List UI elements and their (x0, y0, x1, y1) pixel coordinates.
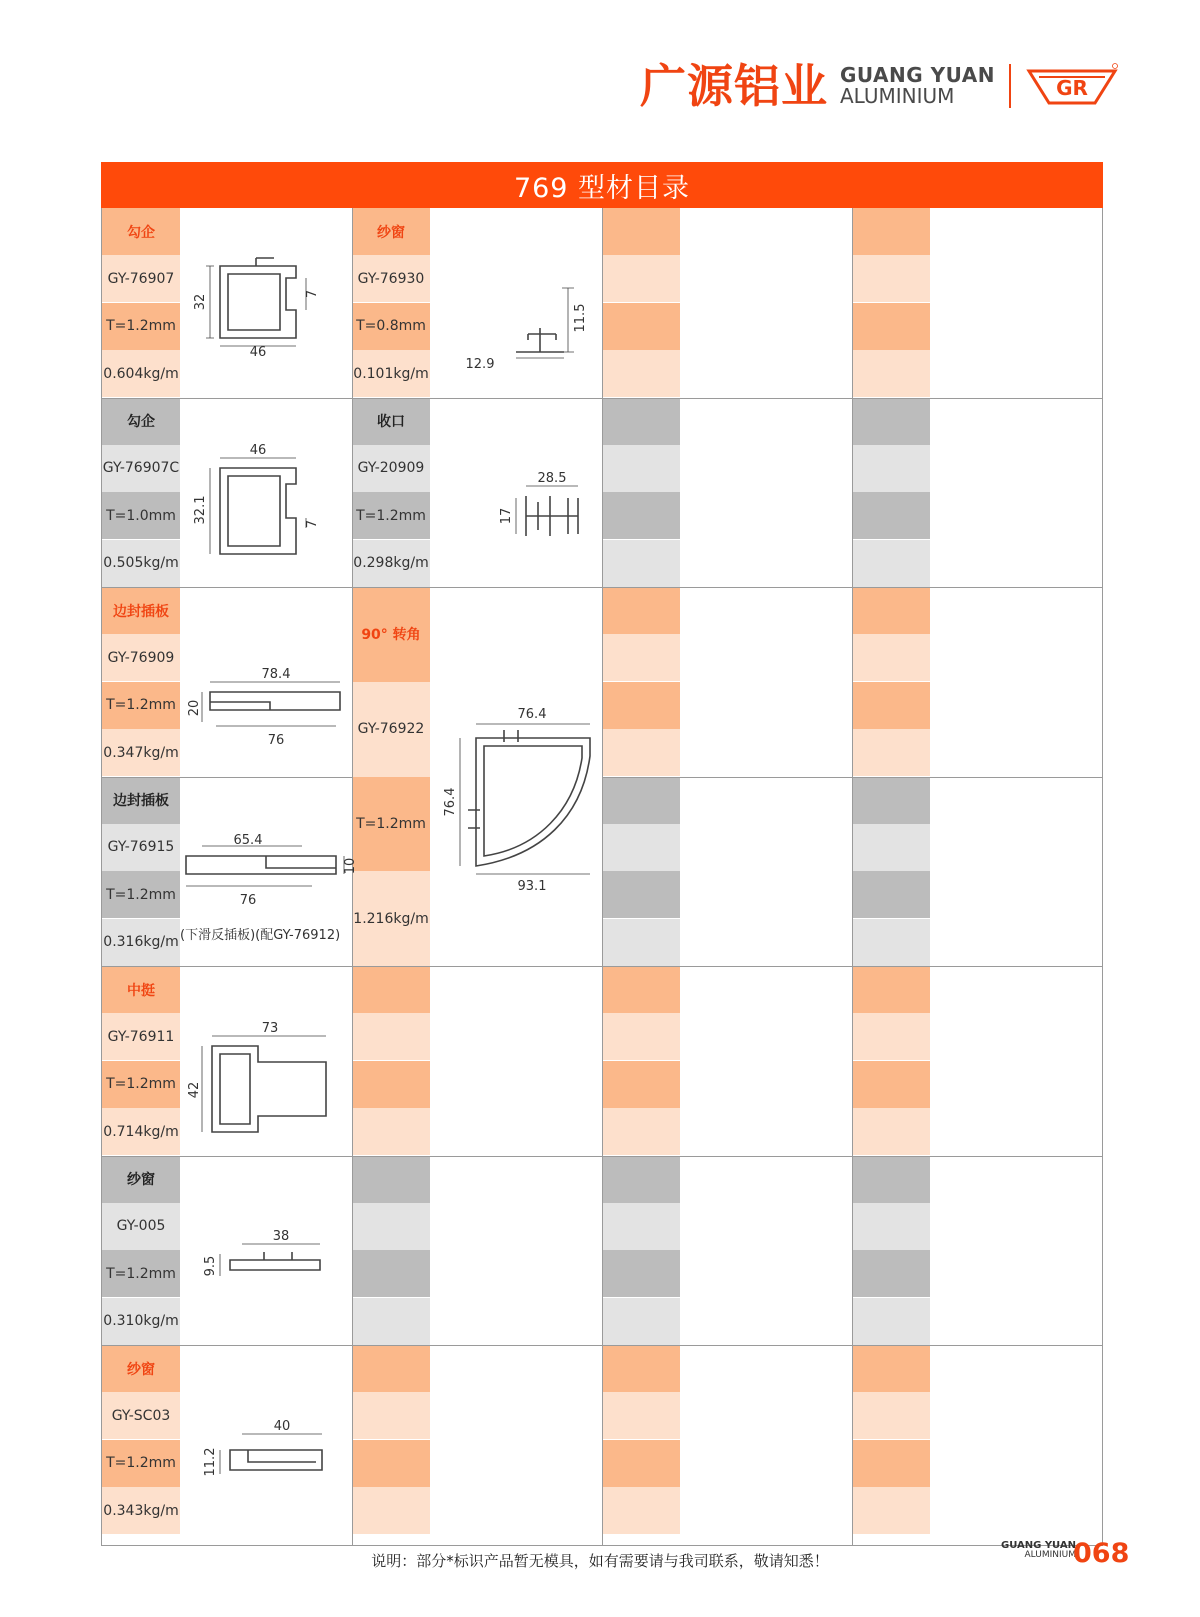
profile-code-label: GY-76907C (102, 445, 180, 492)
empty-cell (602, 824, 680, 871)
page-number: 068 (1073, 1538, 1130, 1569)
profile-thickness-label: T=1.2mm (102, 1250, 180, 1297)
empty-cell (602, 634, 680, 681)
profile-name-label: 90° 转角 (352, 587, 430, 682)
dimension-label: 12.9 (465, 357, 495, 372)
empty-cell (852, 634, 930, 681)
empty-cell (852, 729, 930, 776)
dimension-label: 42 (187, 1081, 202, 1099)
brand-separator (1009, 64, 1011, 108)
profile-name-label: 中挺 (102, 966, 180, 1013)
empty-cell (602, 540, 680, 587)
dimension-label: 9.5 (203, 1255, 218, 1277)
profile-drawing-gy-76909 (187, 626, 350, 756)
empty-cell (352, 1061, 430, 1108)
profile-name-label: 边封插板 (102, 777, 180, 824)
dimension-label: 7 (305, 289, 320, 299)
profile-weight-label: 0.310kg/m (102, 1298, 180, 1345)
empty-cell (852, 1108, 930, 1155)
empty-cell (852, 1487, 930, 1534)
empty-title-cell (352, 966, 430, 1013)
empty-cell (602, 729, 680, 776)
profile-weight-label: 0.316kg/m (102, 919, 180, 966)
empty-title-cell (852, 587, 930, 634)
footer-brand (1001, 1541, 1076, 1560)
empty-cell (352, 1250, 430, 1297)
profile-name-label: 边封插板 (102, 587, 180, 634)
empty-cell (352, 1108, 430, 1155)
profile-code-label: GY-76922 (352, 682, 430, 777)
profile-weight-label: 0.604kg/m (102, 350, 180, 397)
empty-cell (602, 1061, 680, 1108)
empty-title-cell (852, 208, 930, 255)
profile-name-label: 勾企 (102, 398, 180, 445)
empty-title-cell (352, 1345, 430, 1392)
dimension-label: 38 (272, 1229, 290, 1244)
empty-cell (602, 1203, 680, 1250)
profile-drawing-gy-76907c (190, 436, 340, 566)
brand-logo-icon (1025, 63, 1119, 109)
brand-header (640, 56, 1119, 116)
empty-cell (852, 824, 930, 871)
empty-cell (852, 255, 930, 302)
dimension-label: 11.5 (573, 303, 588, 333)
profile-code-label: GY-SC03 (102, 1392, 180, 1439)
empty-title-cell (852, 1345, 930, 1392)
profile-thickness-label: T=1.2mm (352, 777, 430, 872)
row-divider (102, 398, 1102, 399)
empty-cell (852, 682, 930, 729)
row-divider (102, 777, 352, 778)
empty-title-cell (602, 398, 680, 445)
dimension-label: 40 (273, 1419, 291, 1434)
empty-cell (852, 919, 930, 966)
empty-title-cell (602, 1345, 680, 1392)
empty-cell (852, 1250, 930, 1297)
empty-cell (852, 350, 930, 397)
profile-weight-label: 0.505kg/m (102, 540, 180, 587)
profile-code-label: GY-76915 (102, 824, 180, 871)
dimension-label: 76.4 (443, 787, 458, 817)
empty-cell (852, 1392, 930, 1439)
profile-code-label: GY-76911 (102, 1013, 180, 1060)
profile-code-label: GY-76909 (102, 634, 180, 681)
catalog-title: 769 型材目录 (101, 162, 1103, 208)
empty-cell (852, 303, 930, 350)
empty-cell (852, 1203, 930, 1250)
profile-catalog (101, 162, 1103, 1546)
empty-title-cell (852, 398, 930, 445)
profile-weight-label: 0.101kg/m (352, 350, 430, 397)
profile-code-label: GY-76907 (102, 255, 180, 302)
empty-cell (602, 445, 680, 492)
brand-name-cn: 广源铝业 (640, 59, 828, 113)
profile-code-label: GY-76930 (352, 255, 430, 302)
empty-cell (352, 1298, 430, 1345)
profile-weight-label: 1.216kg/m (352, 871, 430, 966)
profile-code-label: GY-20909 (352, 445, 430, 492)
dimension-label: 76 (239, 893, 257, 908)
dimension-label: 46 (249, 345, 267, 360)
dimension-label: 65.4 (233, 833, 263, 848)
dimension-label: 73 (261, 1021, 279, 1036)
dimension-label: 10 (343, 857, 358, 875)
dimension-label: 76.4 (517, 707, 547, 722)
empty-title-cell (852, 1156, 930, 1203)
empty-cell (602, 1298, 680, 1345)
empty-title-cell (352, 1156, 430, 1203)
profile-name-label: 纱窗 (102, 1345, 180, 1392)
row-divider (102, 1156, 1102, 1157)
profile-drawing-gy-76911 (187, 1006, 350, 1136)
empty-cell (602, 1108, 680, 1155)
empty-cell (352, 1013, 430, 1060)
empty-cell (602, 1392, 680, 1439)
empty-cell (352, 1487, 430, 1534)
empty-cell (852, 540, 930, 587)
dimension-label: 46 (249, 443, 267, 458)
brand-name-en (840, 65, 995, 107)
empty-cell (602, 350, 680, 397)
profile-thickness-label: T=1.2mm (102, 1061, 180, 1108)
dimension-label: 11.2 (203, 1447, 218, 1477)
profile-thickness-label: T=1.2mm (102, 682, 180, 729)
empty-title-cell (852, 777, 930, 824)
empty-title-cell (602, 587, 680, 634)
empty-title-cell (602, 1156, 680, 1203)
brand-logo-text: GR (1056, 76, 1088, 100)
brand-name-en-line1: GUANG YUAN (840, 63, 995, 87)
empty-cell (352, 1440, 430, 1487)
empty-cell (352, 1392, 430, 1439)
empty-cell (852, 871, 930, 918)
empty-title-cell (602, 777, 680, 824)
empty-cell (602, 1487, 680, 1534)
row-divider (602, 777, 1102, 778)
dimension-label: 32 (193, 293, 208, 311)
profile-weight-label: 0.298kg/m (352, 540, 430, 587)
row-divider (102, 587, 1102, 588)
profile-thickness-label: T=0.8mm (352, 303, 430, 350)
profile-name-label: 勾企 (102, 208, 180, 255)
row-divider (102, 966, 1102, 967)
profile-weight-label: 0.347kg/m (102, 729, 180, 776)
profile-drawing-gy-005 (190, 1192, 350, 1322)
empty-cell (852, 1440, 930, 1487)
dimension-label: 32.1 (193, 495, 208, 525)
profile-drawing-gy-20909 (440, 436, 600, 566)
profile-thickness-label: T=1.2mm (102, 303, 180, 350)
empty-cell (852, 1298, 930, 1345)
empty-cell (602, 303, 680, 350)
empty-cell (852, 445, 930, 492)
dimension-label: 28.5 (537, 471, 567, 486)
empty-title-cell (602, 966, 680, 1013)
empty-cell (602, 919, 680, 966)
dimension-label: 76 (267, 733, 285, 748)
empty-cell (352, 1203, 430, 1250)
empty-cell (852, 492, 930, 539)
profile-note: (下滑反插板)(配GY-76912) (180, 928, 341, 943)
profile-drawing-gy-sc03 (190, 1382, 350, 1512)
footer-note: 说明：部分*标识产品暂无模具，如有需要请与我司联系，敬请知悉！ (371, 1552, 829, 1570)
dimension-label: 7 (305, 519, 320, 529)
profile-drawing-gy-76922 (432, 706, 600, 906)
row-divider (102, 1345, 1102, 1346)
empty-cell (852, 1013, 930, 1060)
dimension-label: 93.1 (517, 879, 547, 894)
dimension-label: 20 (187, 699, 202, 717)
empty-cell (602, 1013, 680, 1060)
dimension-label: 78.4 (261, 667, 291, 682)
profile-weight-label: 0.343kg/m (102, 1487, 180, 1534)
profile-name-label: 纱窗 (352, 208, 430, 255)
profile-drawing-gy-76907 (190, 248, 340, 358)
profile-thickness-label: T=1.0mm (102, 492, 180, 539)
profile-name-label: 纱窗 (102, 1156, 180, 1203)
empty-cell (602, 871, 680, 918)
footer-brand-line2: ALUMINIUM (1024, 1550, 1076, 1560)
footer-brand-line1: GUANG YUAN (1001, 1540, 1076, 1551)
empty-title-cell (602, 208, 680, 255)
empty-cell (602, 1440, 680, 1487)
profile-thickness-label: T=1.2mm (102, 1440, 180, 1487)
empty-cell (602, 492, 680, 539)
brand-name-en-line2: ALUMINIUM (840, 84, 955, 108)
profile-code-label: GY-005 (102, 1203, 180, 1250)
profile-name-label: 收口 (352, 398, 430, 445)
empty-cell (602, 682, 680, 729)
profile-thickness-label: T=1.2mm (102, 871, 180, 918)
profile-thickness-label: T=1.2mm (352, 492, 430, 539)
dimension-label: 17 (499, 507, 514, 525)
empty-cell (602, 255, 680, 302)
empty-cell (602, 1250, 680, 1297)
empty-title-cell (852, 966, 930, 1013)
catalog-grid (101, 208, 1103, 1546)
profile-drawing-gy-76930 (440, 248, 600, 378)
empty-cell (852, 1061, 930, 1108)
profile-weight-label: 0.714kg/m (102, 1108, 180, 1155)
